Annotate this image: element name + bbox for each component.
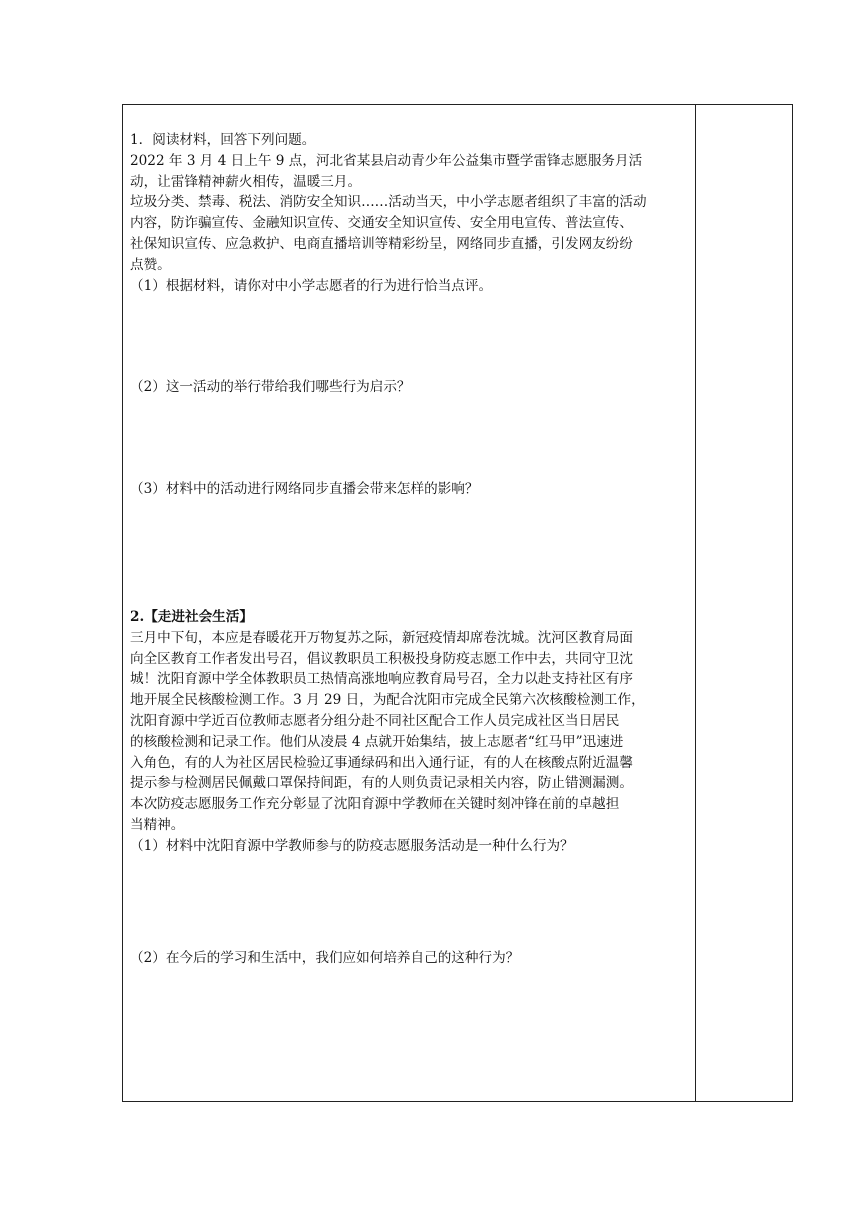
column-divider [695, 104, 696, 1102]
section2-question-1: （1）材料中沈阳育源中学教师参与的防疫志愿服务活动是一种什么行为？ [130, 837, 574, 854]
section2-material-line: 向全区教育工作者发出号召，倡议教职员工积极投身防疫志愿工作中去，共同守卫沈 [130, 650, 633, 667]
section1-material-line: 点赞。 [130, 256, 171, 273]
section2-material-line: 三月中下旬，本应是春暖花开万物复苏之际，新冠疫情却席卷沈城。沈河区教育局面 [130, 629, 633, 646]
answer-space [130, 500, 690, 607]
answer-space [130, 857, 690, 948]
section2-material-line: 沈阳育源中学近百位教师志愿者分组分赴不同社区配合工作人员完成社区当日居民 [130, 712, 620, 729]
section1-question-2: （2）这一活动的举行带给我们哪些行为启示？ [130, 379, 411, 396]
section2-heading: 2.【走进社会生活】 [130, 608, 253, 625]
section1-question-1: （1）根据材料，请你对中小学志愿者的行为进行恰当点评。 [130, 277, 493, 294]
section2-material-line: 地开展全民核酸检测工作。3 月 29 日，为配合沈阳市完成全民第六次核酸检测工作， [130, 692, 645, 709]
section2-material-line: 入角色，有的人为社区居民检验辽事通绿码和出入通行证，有的人在核酸点附近温馨 [130, 754, 633, 771]
question-cell [130, 130, 690, 968]
section1-material-line: 内容，防诈骗宣传、金融知识宣传、交通安全知识宣传、安全用电宣传、普法宣传、 [130, 215, 633, 232]
answer-space [130, 296, 690, 377]
section2-material-line: 提示参与检测居民佩戴口罩保持间距，有的人则负责记录相关内容，防止错测漏测。 [130, 775, 633, 792]
section1-material-line: 垃圾分类、禁毒、税法、消防安全知识……活动当天，中小学志愿者组织了丰富的活动 [130, 194, 647, 211]
section2-material-line: 城！沈阳育源中学全体教职员工热情高涨地响应教育局号召，全力以赴支持社区有序 [130, 671, 633, 688]
answer-space [130, 398, 690, 479]
section2-material-line: 本次防疫志愿服务工作充分彰显了沈阳育源中学教师在关键时刻冲锋在前的卓越担 [130, 796, 620, 813]
section1-material-line: 动，让雷锋精神薪火相传，温暖三月。 [130, 173, 362, 190]
section1-question-3: （3）材料中的活动进行网络同步直播会带来怎样的影响？ [130, 481, 479, 498]
section1-material-line: 社保知识宣传、应急救护、电商直播培训等精彩纷呈，网络同步直播，引发网友纷纷 [130, 235, 633, 252]
section1-heading: 1．阅读材料，回答下列问题。 [130, 132, 316, 148]
section2-material-line: 当精神。 [130, 816, 185, 833]
section2-material-line: 的核酸检测和记录工作。他们从凌晨 4 点就开始集结，披上志愿者“红马甲”迅速进 [130, 733, 624, 750]
section2-question-2: （2）在今后的学习和生活中，我们应如何培养自己的这种行为？ [130, 949, 520, 966]
section1-material-line: 2022 年 3 月 4 日上午 9 点，河北省某县启动青少年公益集市暨学雷锋志愿服务月活 [130, 152, 643, 169]
